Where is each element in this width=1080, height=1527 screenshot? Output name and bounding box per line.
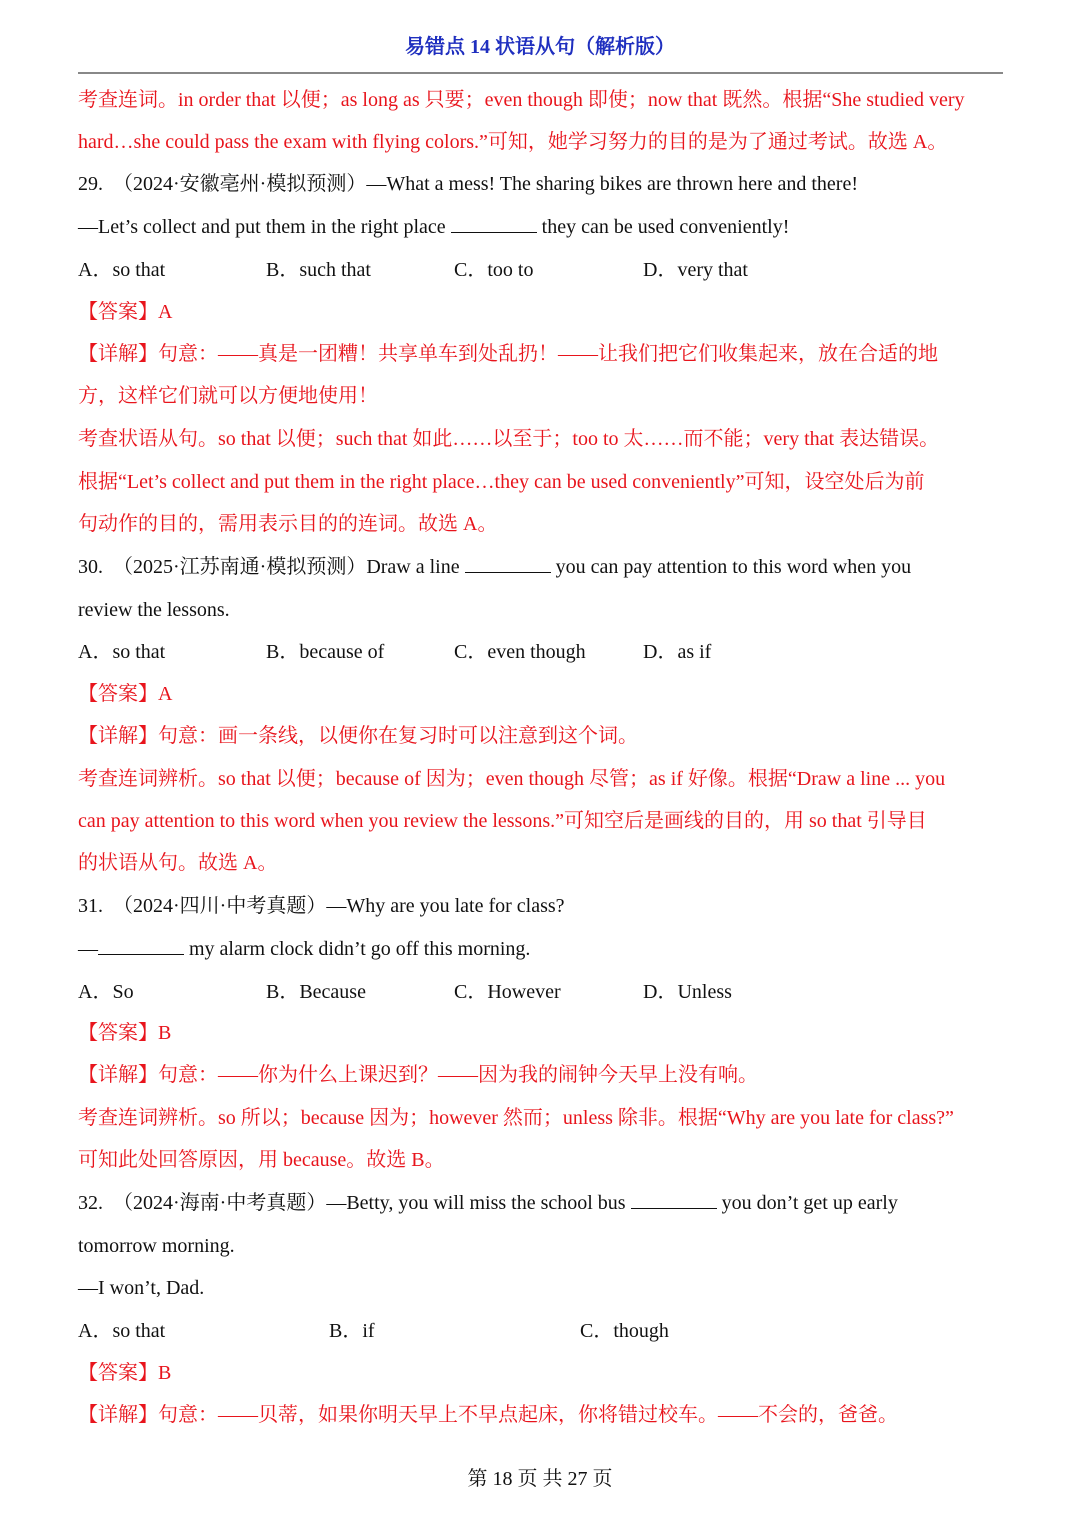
- option-a: A．so that: [78, 259, 166, 281]
- option-d: D．Unless: [643, 981, 732, 1003]
- answer-blank: [631, 1190, 717, 1209]
- option-b: B．because of: [266, 641, 385, 663]
- answer-blank: [451, 214, 537, 233]
- explanation-line: 考查连词。in order that 以便；as long as 只要；even though 即使；now that 既然。根据“She studied very: [78, 89, 965, 111]
- stem-text: you don’t get up early: [716, 1192, 898, 1214]
- detail-text: 句意：——真是一团糟！共享单车到处乱扔！——让我们把它们收集起来，放在合适的地: [158, 343, 938, 365]
- option-d: D．as if: [643, 641, 712, 663]
- answer-tag: 【答案】: [78, 1362, 158, 1384]
- detail-line: [78, 340, 1008, 368]
- page-header-title: 易错点 14 状语从句（解析版）: [405, 36, 675, 58]
- explanation-line: 句动作的目的，需用表示目的的连词。故选 A。: [78, 513, 498, 535]
- detail-line: 方，这样它们就可以方便地使用！: [78, 385, 378, 407]
- question-32-stem: [78, 1189, 1008, 1217]
- option-c: C．though: [580, 1320, 669, 1342]
- page-footer: 第 18 页 共 27 页: [467, 1468, 613, 1490]
- option-a: A．So: [78, 981, 134, 1003]
- option-c: C．However: [454, 981, 561, 1003]
- stem-text: 30. （2025·江苏南通·模拟预测）Draw a line: [78, 556, 465, 578]
- stem-text: —Let’s collect and put them in the right place: [78, 216, 451, 238]
- answer-blank: [98, 936, 184, 955]
- detail-text: 句意：——贝蒂，如果你明天早上不早点起床，你将错过校车。——不会的，爸爸。: [158, 1404, 898, 1426]
- answer-blank: [465, 554, 551, 573]
- explanation-line: can pay attention to this word when you review the lessons.”可知空后是画线的目的，用 so that 引导目: [78, 810, 927, 832]
- question-29-stem: 29. （2024·安徽亳州·模拟预测）—What a mess! The sharing bikes are thrown here and there!: [78, 173, 858, 195]
- question-30-stem-line2: review the lessons.: [78, 599, 230, 621]
- answer-tag: 【答案】: [78, 301, 158, 323]
- answer-value: A: [158, 301, 173, 323]
- explanation-line: 可知此处回答原因，用 because。故选 B。: [78, 1149, 445, 1171]
- detail-text: 句意：画一条线，以便你在复习时可以注意到这个词。: [158, 725, 638, 747]
- question-29-stem-line2: [78, 213, 1008, 241]
- answer-line: [78, 1019, 1008, 1047]
- option-b: B．Because: [266, 981, 366, 1003]
- explanation-line: 考查连词辨析。so that 以便；because of 因为；even though 尽管；as if 好像。根据“Draw a line ... you: [78, 768, 946, 790]
- stem-text: my alarm clock didn’t go off this morning.: [184, 938, 531, 960]
- explanation-line: 考查状语从句。so that 以便；such that 如此……以至于；too to 太……而不能；very that 表达错误。: [78, 428, 940, 450]
- option-c: C．too to: [454, 259, 534, 281]
- answer-value: B: [158, 1362, 172, 1384]
- stem-text: you can pay attention to this word when you: [550, 556, 912, 578]
- detail-line: [78, 1061, 1008, 1089]
- option-b: B．such that: [266, 259, 371, 281]
- answer-line: [78, 298, 1008, 326]
- question-32-stem-line2: tomorrow morning.: [78, 1235, 235, 1257]
- stem-text: 32. （2024·海南·中考真题）—Betty, you will miss the school bus: [78, 1192, 631, 1214]
- explanation-line: hard…she could pass the exam with flying colors.”可知，她学习努力的目的是为了通过考试。故选 A。: [78, 131, 948, 153]
- answer-line: [78, 680, 1008, 708]
- question-30-stem: [78, 553, 1008, 581]
- option-a: A．so that: [78, 641, 166, 663]
- detail-tag: 【详解】: [78, 343, 158, 365]
- question-31-stem: 31. （2024·四川·中考真题）—Why are you late for class?: [78, 895, 565, 917]
- stem-text: they can be used conveniently!: [536, 216, 790, 238]
- option-c: C．even though: [454, 641, 586, 663]
- detail-tag: 【详解】: [78, 1404, 158, 1426]
- explanation-line: 的状语从句。故选 A。: [78, 852, 278, 874]
- answer-value: B: [158, 1022, 172, 1044]
- detail-tag: 【详解】: [78, 725, 158, 747]
- explanation-line: 根据“Let’s collect and put them in the right place…they can be used conveniently”可知，设空处后为前: [78, 471, 925, 493]
- answer-value: A: [158, 683, 173, 705]
- explanation-line: 考查连词辨析。so 所以；because 因为；however 然而；unless 除非。根据“Why are you late for class?”: [78, 1107, 954, 1129]
- option-d: D．very that: [643, 259, 748, 281]
- header-divider: [78, 72, 1003, 74]
- question-32-stem-line3: —I won’t, Dad.: [78, 1277, 205, 1299]
- detail-line: [78, 1401, 1008, 1429]
- option-b: B．if: [329, 1320, 375, 1342]
- detail-tag: 【详解】: [78, 1064, 158, 1086]
- answer-line: [78, 1359, 1008, 1387]
- answer-tag: 【答案】: [78, 1022, 158, 1044]
- option-a: A．so that: [78, 1320, 166, 1342]
- answer-tag: 【答案】: [78, 683, 158, 705]
- detail-text: 句意：——你为什么上课迟到？——因为我的闹钟今天早上没有响。: [158, 1064, 758, 1086]
- detail-line: [78, 722, 1008, 750]
- stem-text: —: [78, 938, 98, 960]
- question-31-stem-line2: [78, 935, 1008, 963]
